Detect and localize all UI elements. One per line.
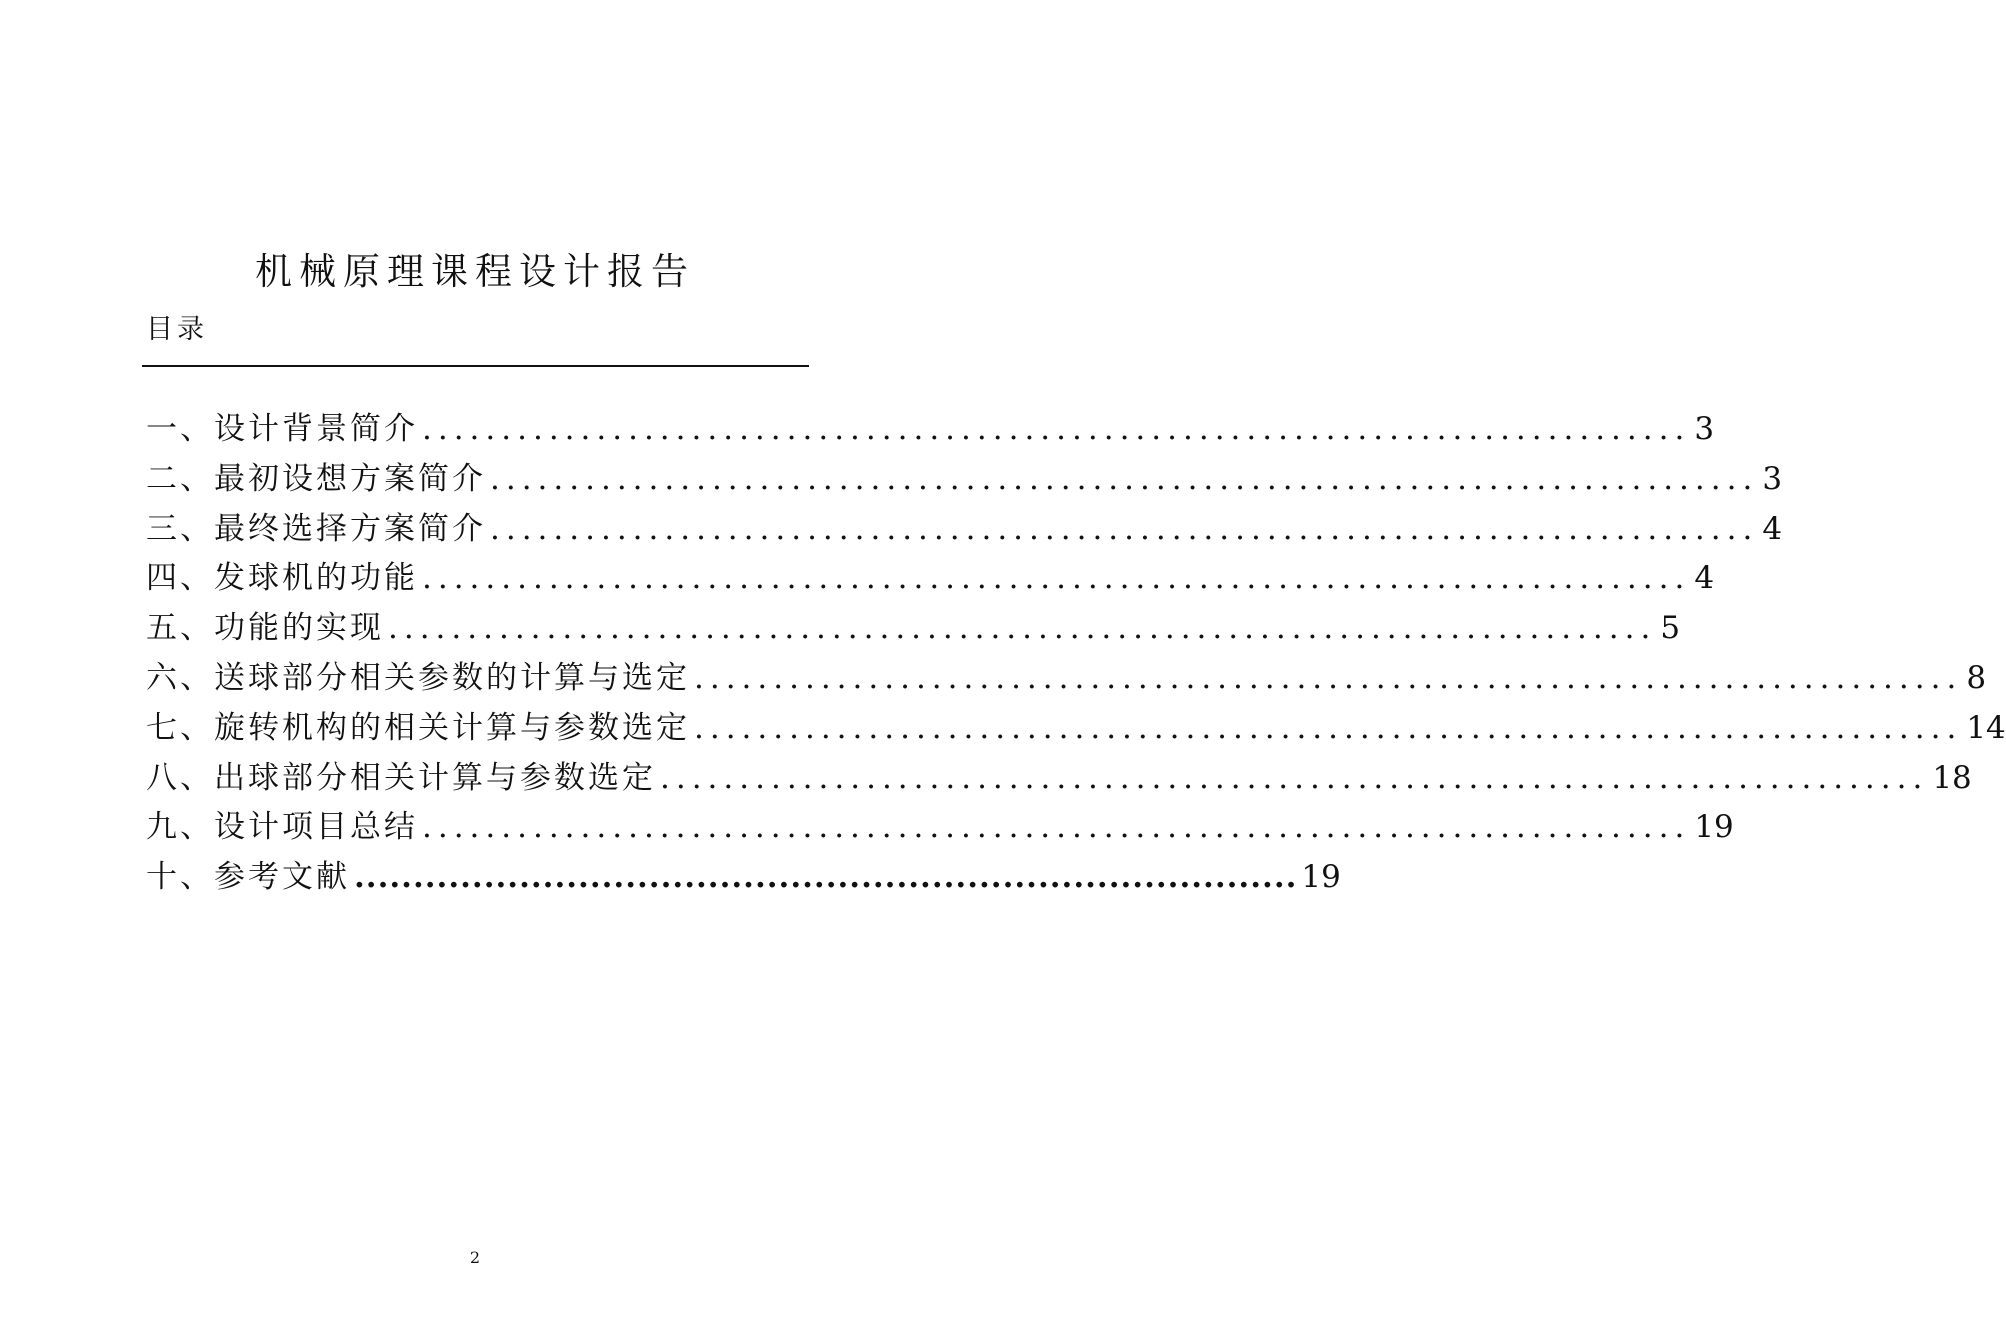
- toc-divider: [142, 365, 809, 367]
- toc-entry-text: 九、设计项目总结: [146, 809, 418, 846]
- toc-entry-text: 五、功能的实现: [146, 610, 384, 647]
- toc-entry-text: 四、发球机的功能: [146, 560, 418, 597]
- toc-entry-text: 三、最终选择方案简介: [146, 510, 486, 547]
- toc-entry[interactable]: [146, 554, 1715, 604]
- toc-entry-text: 一、设计背景简介: [146, 411, 418, 447]
- toc-list: [146, 405, 2006, 903]
- toc-entry[interactable]: [146, 754, 1972, 804]
- toc-entry-page: 3: [1694, 411, 1715, 447]
- toc-entry-page: 5: [1660, 610, 1681, 647]
- toc-leader: ................................................................................: [388, 610, 1657, 647]
- toc-entry-text: 十、参考文献: [146, 859, 350, 896]
- toc-entry-page: 8: [1966, 659, 1987, 696]
- toc-leader: ................................................................................: [490, 510, 1759, 547]
- toc-leader: ................................................................................: [422, 411, 1691, 447]
- toc-entry-page: 19: [1694, 809, 1734, 846]
- toc-entry-page: 4: [1694, 560, 1715, 597]
- toc-entry[interactable]: [146, 604, 1681, 654]
- toc-leader: ................................................................................: [694, 709, 1963, 746]
- toc-entry[interactable]: [146, 853, 1341, 903]
- toc-entry-page: 19: [1301, 859, 1341, 896]
- toc-entry[interactable]: [146, 654, 1987, 704]
- toc-leader: ................................................................................: [422, 560, 1691, 597]
- toc-entry-page: 4: [1762, 510, 1783, 547]
- toc-entry[interactable]: [146, 803, 1734, 853]
- toc-entry-page: 3: [1762, 460, 1783, 497]
- toc-entry[interactable]: [146, 704, 2006, 754]
- toc-entry-text: 七、旋转机构的相关计算与参数选定: [146, 709, 690, 746]
- toc-leader: ................................................................................: [660, 759, 1929, 796]
- toc-entry[interactable]: [146, 455, 1783, 505]
- toc-leader: ................................................................................: [490, 460, 1759, 497]
- toc-entry[interactable]: [146, 405, 1715, 455]
- toc-entry-text: 八、出球部分相关计算与参数选定: [146, 759, 656, 796]
- toc-entry[interactable]: [146, 505, 1783, 555]
- toc-leader: ................................................................................: [354, 859, 1298, 896]
- page-number: 2: [469, 1248, 481, 1267]
- toc-entry-text: 二、最初设想方案简介: [146, 460, 486, 497]
- toc-entry-text: 六、送球部分相关参数的计算与选定: [146, 659, 690, 696]
- toc-entry-page: 18: [1932, 759, 1972, 796]
- toc-entry-page: 14: [1966, 709, 2006, 746]
- toc-leader: ................................................................................: [422, 809, 1691, 846]
- toc-heading: 目录: [146, 314, 208, 345]
- toc-leader: ................................................................................: [694, 659, 1963, 696]
- page-title: 机械原理课程设计报告: [255, 250, 695, 293]
